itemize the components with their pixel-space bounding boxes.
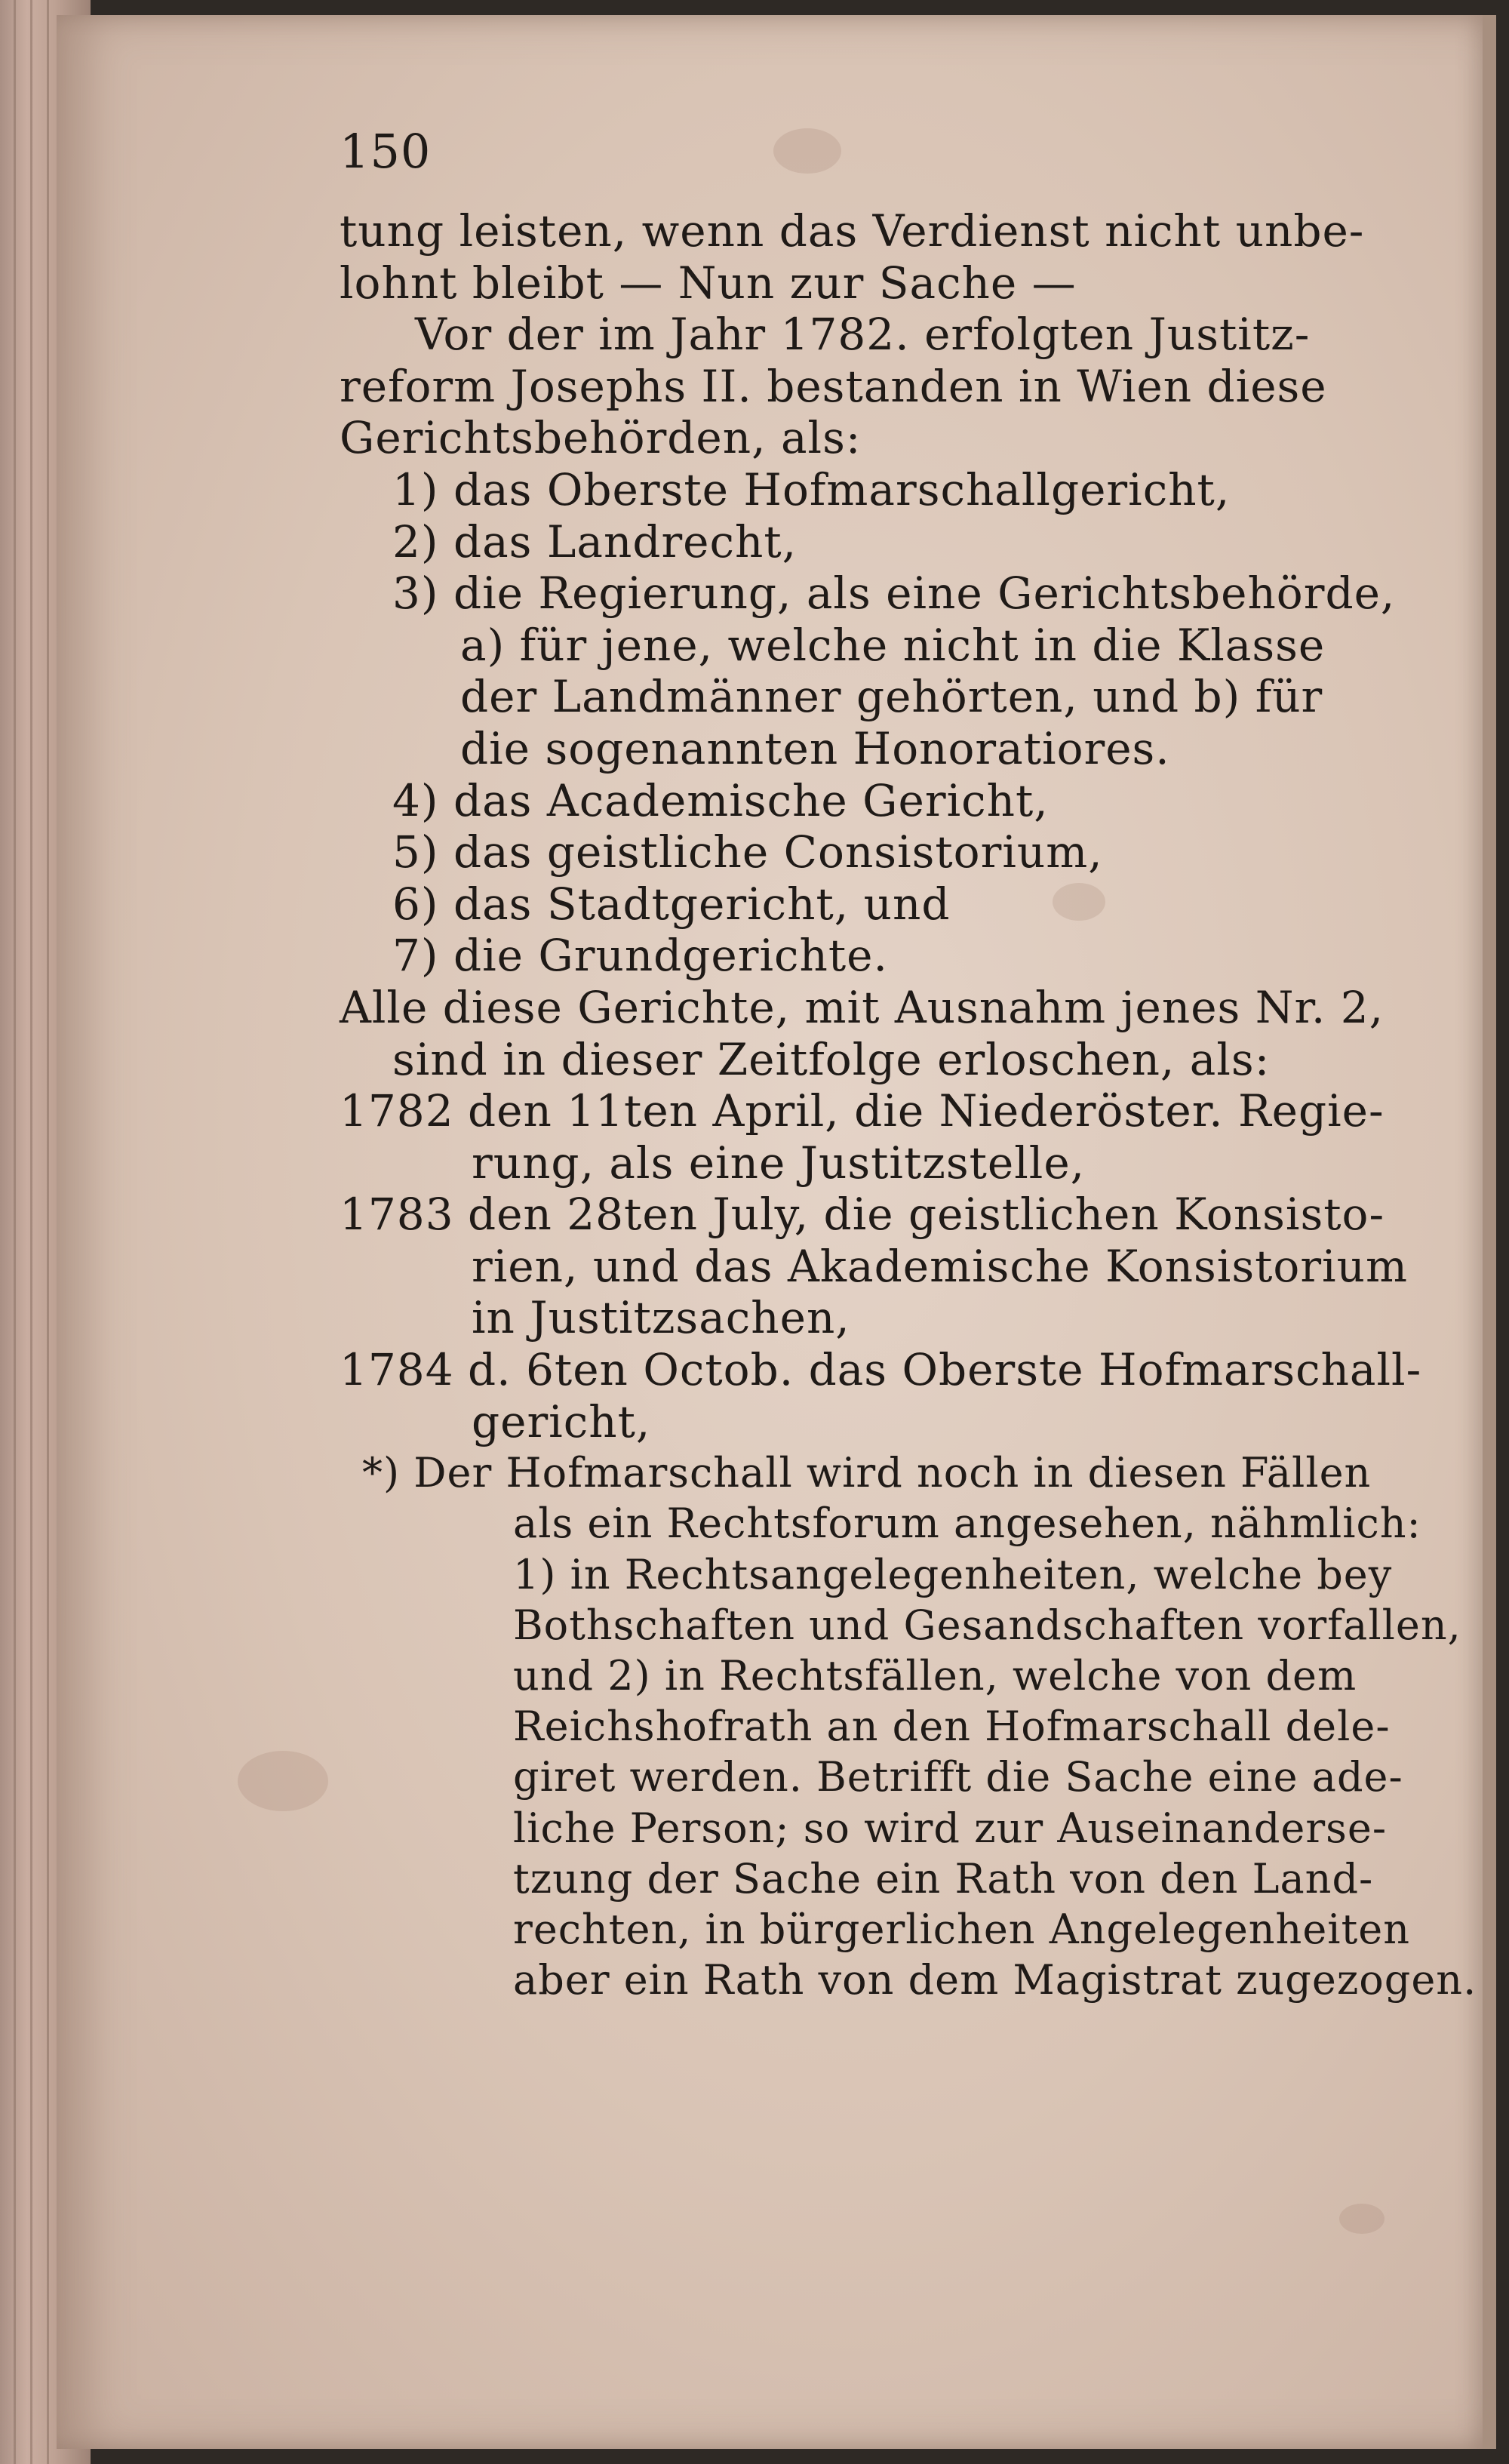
text-line: sind in dieser Zeitfolge erloschen, als: [392,1033,1271,1085]
footnote-line: als ein Rechtsforum angesehen, nähmlich: [513,1500,1421,1548]
chronology-text: rung, als eine Justitzstelle, [472,1137,1086,1189]
chronology-year: 1783 [340,1189,454,1241]
chronology-year: 1784 [340,1344,454,1396]
chronology-text: den 11ten April, die Niederöster. Regie- [468,1085,1385,1137]
page-number: 150 [340,124,432,179]
list-item: 6) das Stadtgericht, und [392,878,951,930]
list-item: 5) das geistliche Consistorium, [392,826,1103,878]
list-item: 2) das Landrecht, [392,515,798,568]
footnote-line: und 2) in Rechtsfällen, welche von dem [513,1652,1357,1700]
footnote-marker: *) [362,1449,401,1497]
chronology-entry [340,1344,1422,1396]
chronology-text: d. 6ten Octob. das Oberste Hofmarschall- [468,1344,1422,1396]
footnote-line: tzung der Sache ein Rath von den Land- [513,1854,1374,1903]
footnote-line: Reichshofrath an den Hofmarschall dele- [513,1703,1391,1751]
list-item: 4) das Academische Gericht, [392,774,1049,826]
footnote-line: aber ein Rath von dem Magistrat zugezogen. [513,1956,1477,2004]
text-line: die sogenannten Honoratiores. [460,722,1170,774]
text-line: a) für jene, welche nicht in die Klasse [460,619,1326,671]
chronology-text: in Justitzsachen, [472,1292,850,1344]
text-line: tung leisten, wenn das Verdienst nicht unbe- [340,205,1365,257]
chronology-entry [340,1189,1385,1241]
text-line: Alle diese Gerichte, mit Ausnahm jenes Nr. 2, [340,981,1385,1033]
footnote-line: giret werden. Betrifft die Sache eine ade- [513,1753,1403,1801]
text-line: Vor der im Jahr 1782. erfolgten Justitz- [415,309,1311,361]
text-line: reform Josephs II. bestanden in Wien diese [340,360,1327,412]
footnote-text: Der Hofmarschall wird noch in diesen Fällen [413,1449,1372,1497]
list-item: 7) die Grundgerichte. [392,930,888,982]
footnote-line [340,1447,1373,1498]
list-item: 3) die Regierung, als eine Gerichtsbehörde, [392,568,1396,620]
chronology-text: rien, und das Akademische Konsistorium [472,1240,1408,1292]
text-line: der Landmänner gehörten, und b) für [460,671,1323,723]
chronology-year: 1782 [340,1085,454,1137]
chronology-entry [340,1085,1385,1137]
chronology-text: den 28ten July, die geistlichen Konsisto- [468,1189,1385,1241]
footnote-line: liche Person; so wird zur Auseinanderse- [513,1804,1388,1852]
footnote-line: Bothschaften und Gesandschaften vorfallen, [513,1601,1461,1649]
text-line: lohnt bleibt — Nun zur Sache — [340,257,1077,309]
footnote-line: 1) in Rechtsangelegenheiten, welche bey [513,1550,1393,1598]
list-item: 1) das Oberste Hofmarschallgericht, [392,463,1231,515]
page-text [340,124,1477,2005]
footnote [340,1447,1477,2005]
footnote-line: rechten, in bürgerlichen Angelegenheiten [513,1906,1411,1954]
chronology-text: gericht, [472,1395,651,1447]
text-line: Gerichtsbehörden, als: [340,412,862,464]
